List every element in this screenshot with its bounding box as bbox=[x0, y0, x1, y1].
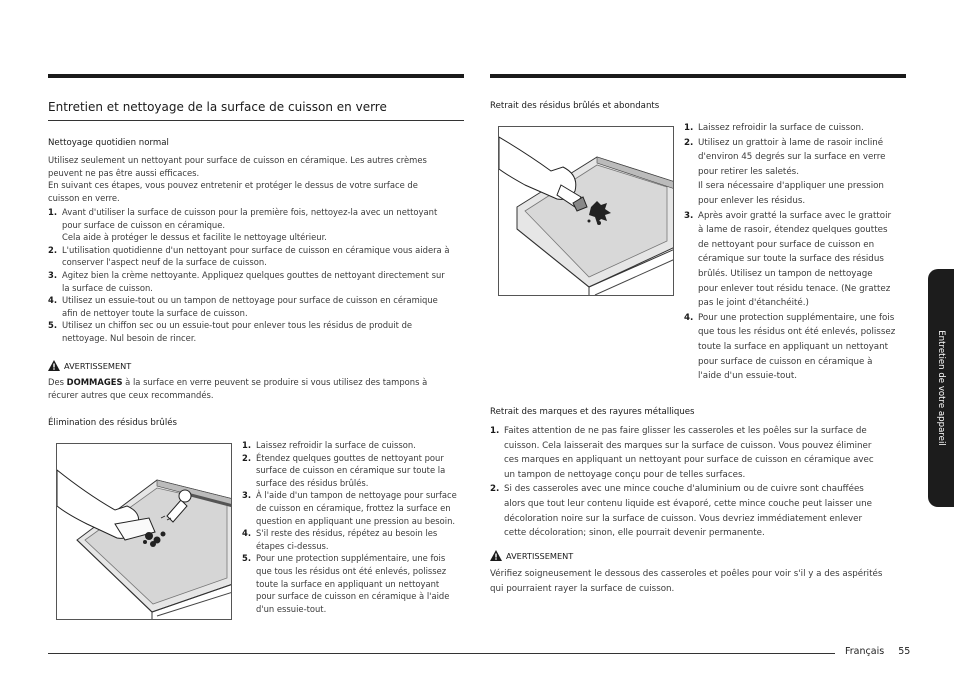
list-item: 1. Laissez refroidir la surface de cuisson. bbox=[242, 440, 416, 450]
chapter-tab-label: Entretien de votre appareil bbox=[936, 330, 946, 446]
top-rule-left bbox=[48, 74, 464, 78]
warning-text-right: Vérifiez soigneusement le dessous des casseroles et poêles pour voir s'il y a des aspérités qui pourraient rayer la surface de cuisson. bbox=[490, 569, 883, 594]
list-item: 3. Agitez bien la crème nettoyante. Appliquez quelques gouttes de nettoyant directement sur la surface de cuisson. bbox=[48, 269, 445, 293]
warning-icon bbox=[48, 360, 60, 371]
footer-rule bbox=[48, 653, 835, 654]
list-item: 4. S'il reste des résidus, répétez au besoin les étapes ci-dessus. bbox=[242, 528, 438, 551]
list-item: 3. Après avoir gratté la surface avec le grattoir à lame de rasoir, étendez quelques gouttes de nettoyant pour surface de cuisson en céramique sur toute la surface des résidus brûlés. Utilisez un tampon de nettoyage pour enlever tout résidu tenace. (Ne grattez pas le joint d'étanchéité.) bbox=[684, 210, 892, 309]
section-title-underline bbox=[48, 120, 464, 121]
list-item: 5. Utilisez un chiffon sec ou un essuie-tout pour enlever tous les résidus de produit de nettoyage. Nul besoin de rincer. bbox=[48, 320, 413, 343]
list-item: 2. Étendez quelques gouttes de nettoyant pour surface de cuisson en céramique sur toute la surface des résidus brûlés. bbox=[242, 452, 446, 488]
list-item: 1. Faites attention de ne pas faire glisser les casseroles et les poêles sur la surface de cuisson. Cela laisserait des marques sur la surface de cuisson. Vous pouvez éliminer ces marques en appliquant un nettoyant pour surface de cuisson en céramique avec un tampon de nettoyage conçu pour de telles surfaces. bbox=[490, 426, 874, 480]
list-item: 2. Utilisez un grattoir à lame de rasoir incliné d'environ 45 degrés sur la surface en verre pour retirer les saletés. Il sera nécessaire d'appliquer une pression pour enlever les résidus. bbox=[684, 137, 886, 206]
warning-label-left: AVERTISSEMENT bbox=[48, 360, 131, 371]
list-item: 2. Si des casseroles avec une mince couche d'aluminium ou de cuivre sont chauffées alors que tout leur contenu liquide est évaporé, cette mince couche peut laisser une décoloration noire sur la surface de cuisson. Vous devriez immédiatement enlever cette décoloration; sinon, elle pourrait devenir permanente. bbox=[490, 484, 873, 539]
list-item: 5. Pour une protection supplémentaire, une fois que tous les résidus ont été enlevés, polissez toute la surface en appliquant un nettoyant pour surface de cuisson en céramique à l'aide d'un essuie-tout. bbox=[242, 553, 450, 614]
chapter-side-tab bbox=[928, 269, 954, 507]
burnt-residue-heading: Élimination des résidus brûlés bbox=[48, 418, 178, 428]
heavy-residue-heading: Retrait des résidus brûlés et abondants bbox=[490, 101, 660, 111]
top-rule-right bbox=[490, 74, 906, 78]
cooktop-cleaning-illustration bbox=[56, 443, 232, 620]
section-title: Entretien et nettoyage de la surface de cuisson en verre bbox=[48, 100, 387, 114]
burnt-steps-list bbox=[242, 439, 468, 615]
metal-steps-list bbox=[490, 424, 910, 541]
page-number: 55 bbox=[898, 646, 911, 657]
footer-language: Français bbox=[845, 646, 885, 657]
daily-intro: Utilisez seulement un nettoyant pour surface de cuisson en céramique. Les autres crèmes peuvent ne pas être aussi efficaces. En suivant ces étapes, vous pouvez entretenir et protéger le dessus de votre surface de cuisson en verre. bbox=[48, 155, 427, 203]
footer-page-info bbox=[845, 646, 910, 657]
daily-cleaning-heading: Nettoyage quotidien normal bbox=[48, 138, 169, 148]
warning-icon bbox=[490, 550, 502, 561]
list-item: 1. Avant d'utiliser la surface de cuisson pour la première fois, nettoyez-la avec un nettoyant pour surface de cuisson en céramique. Cela aide à protéger le dessus et facilite le nettoyage ultérieur. bbox=[48, 207, 438, 243]
heavy-steps-list bbox=[684, 121, 914, 384]
list-item: 3. À l'aide d'un tampon de nettoyage pour surface de cuisson en céramique, frottez la surface en question en appliquant une pression au besoin. bbox=[242, 490, 457, 526]
list-item: 4. Utilisez un essuie-tout ou un tampon de nettoyage pour surface de cuisson en céramique afin de nettoyer toute la surface de cuisson. bbox=[48, 295, 438, 318]
metal-marks-heading: Retrait des marques et des rayures métalliques bbox=[490, 407, 695, 417]
warning-text-left: Des DOMMAGES à la surface en verre peuvent se produire si vous utilisez des tampons à récurer autres que ceux recommandés. bbox=[48, 377, 428, 400]
list-item: 4. Pour une protection supplémentaire, une fois que tous les résidus ont été enlevés, polissez toute la surface en appliquant un nettoyant pour surface de cuisson en céramique à l'aide d'un essuie-tout. bbox=[684, 312, 896, 382]
daily-steps-list bbox=[48, 206, 468, 345]
list-item: 2. L'utilisation quotidienne d'un nettoyant pour surface de cuisson en céramique vous aidera à conserver l'aspect neuf de la surface de cuisson. bbox=[48, 244, 450, 268]
warning-label-right: AVERTISSEMENT bbox=[490, 550, 573, 561]
razor-scraper-illustration bbox=[498, 126, 674, 296]
list-item: 1. Laissez refroidir la surface de cuisson. bbox=[684, 123, 864, 133]
